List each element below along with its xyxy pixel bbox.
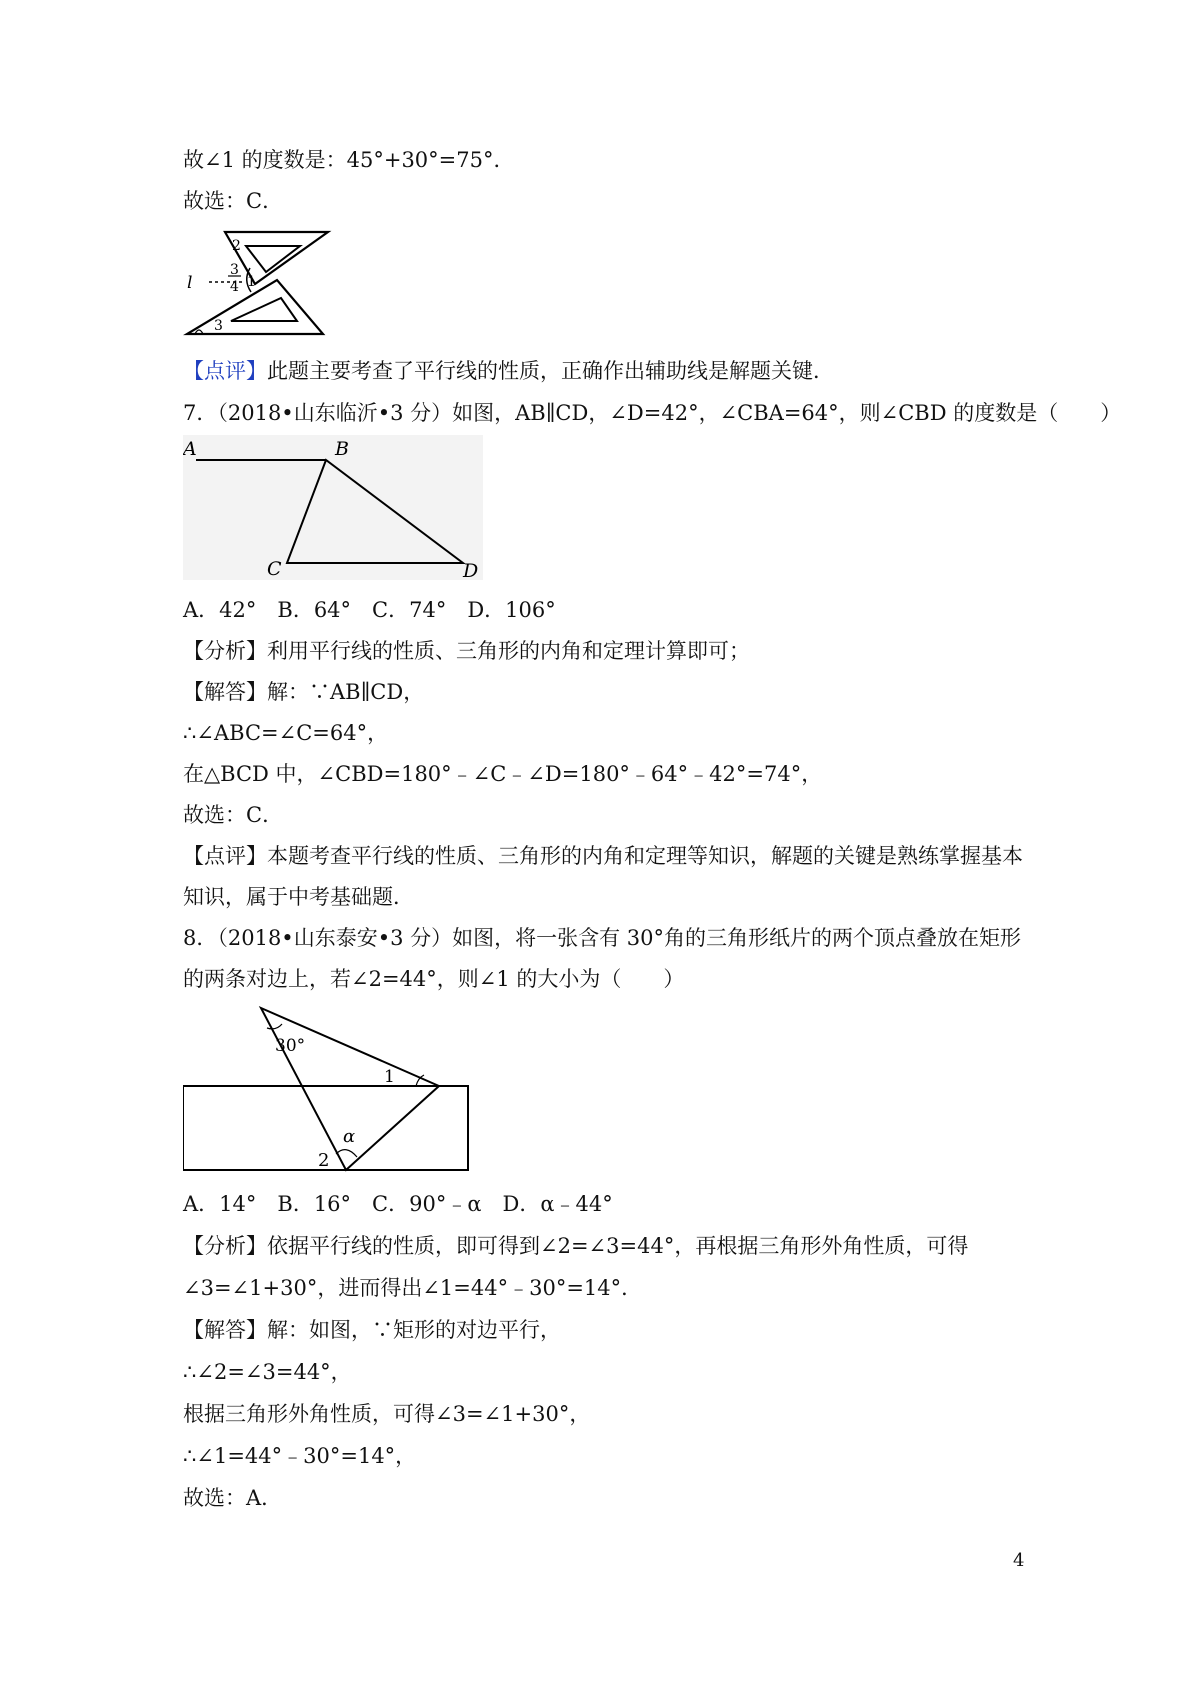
comment-tag: 【点评】 xyxy=(183,359,267,383)
label-c: C xyxy=(267,558,282,580)
label-30-degree: 30° xyxy=(275,1036,306,1056)
q7-stem: 7．（2018•山东临沂•3 分）如图，AB∥CD，∠D=42°，∠CBA=64°，则∠CBD 的度数是（ ） xyxy=(183,401,1122,425)
q8-options: A．14° B．16° C．90°﹣α D．α﹣44° xyxy=(183,1192,613,1216)
q8-figure xyxy=(183,1005,483,1175)
label-3-lower: 3 xyxy=(214,318,223,334)
label-2: 2 xyxy=(318,1150,330,1171)
q6-choice: 故选：C． xyxy=(183,189,284,213)
label-3-upper: 3 xyxy=(230,262,239,278)
label-alpha: α xyxy=(343,1126,356,1147)
label-4: 4 xyxy=(230,279,239,295)
q7-analysis: 【分析】利用平行线的性质、三角形的内角和定理计算即可； xyxy=(183,639,750,663)
q7-comment2: 知识，属于中考基础题． xyxy=(183,885,414,909)
q7-comment1: 【点评】本题考查平行线的性质、三角形的内角和定理等知识，解题的关键是熟练掌握基本 xyxy=(183,844,1023,868)
q7-options: A．42° B．64° C．74° D．106° xyxy=(183,598,556,622)
q6-conclusion: 故∠1 的度数是：45°+30°=75°． xyxy=(183,148,515,172)
q8-choice: 故选：A． xyxy=(183,1486,283,1510)
comment-text: 此题主要考查了平行线的性质，正确作出辅助线是解题关键． xyxy=(267,359,834,383)
page-number: 4 xyxy=(1013,1550,1025,1571)
q6-figure xyxy=(183,228,338,340)
q7-step2: 在△BCD 中，∠CBD=180°﹣∠C﹣∠D=180°﹣64°﹣42°=74°， xyxy=(183,762,823,786)
label-d: D xyxy=(463,560,479,580)
q7-figure xyxy=(183,435,483,580)
q6-comment xyxy=(183,356,834,386)
q7-choice: 故选：C． xyxy=(183,803,284,827)
q8-step2: 根据三角形外角性质，可得∠3=∠1+30°， xyxy=(183,1402,591,1426)
label-2: 2 xyxy=(232,238,241,254)
q8-answer-head: 【解答】解：如图，∵矩形的对边平行， xyxy=(183,1318,561,1342)
q8-step3: ∴∠1=44°﹣30°=14°， xyxy=(183,1444,417,1468)
q8-stem2: 的两条对边上，若∠2=44°，则∠1 的大小为（ ） xyxy=(183,967,685,991)
q8-analysis1: 【分析】依据平行线的性质，即可得到∠2=∠3=44°，再根据三角形外角性质，可得 xyxy=(183,1234,969,1258)
q8-stem1: 8．（2018•山东泰安•3 分）如图，将一张含有 30°角的三角形纸片的两个顶点叠放在矩形 xyxy=(183,926,1022,950)
label-l: l xyxy=(187,273,193,293)
label-1: 1 xyxy=(384,1067,395,1087)
figure-background xyxy=(183,435,483,580)
q8-step1: ∴∠2=∠3=44°， xyxy=(183,1360,352,1384)
label-b: B xyxy=(335,438,349,460)
q8-analysis2: ∠3=∠1+30°，进而得出∠1=44°﹣30°=14°． xyxy=(183,1276,643,1300)
label-1: 1 xyxy=(247,274,256,290)
label-a: A xyxy=(183,438,197,460)
q7-answer-head: 【解答】解：∵AB∥CD， xyxy=(183,680,425,704)
q7-step1: ∴∠ABC=∠C=64°， xyxy=(183,721,389,745)
